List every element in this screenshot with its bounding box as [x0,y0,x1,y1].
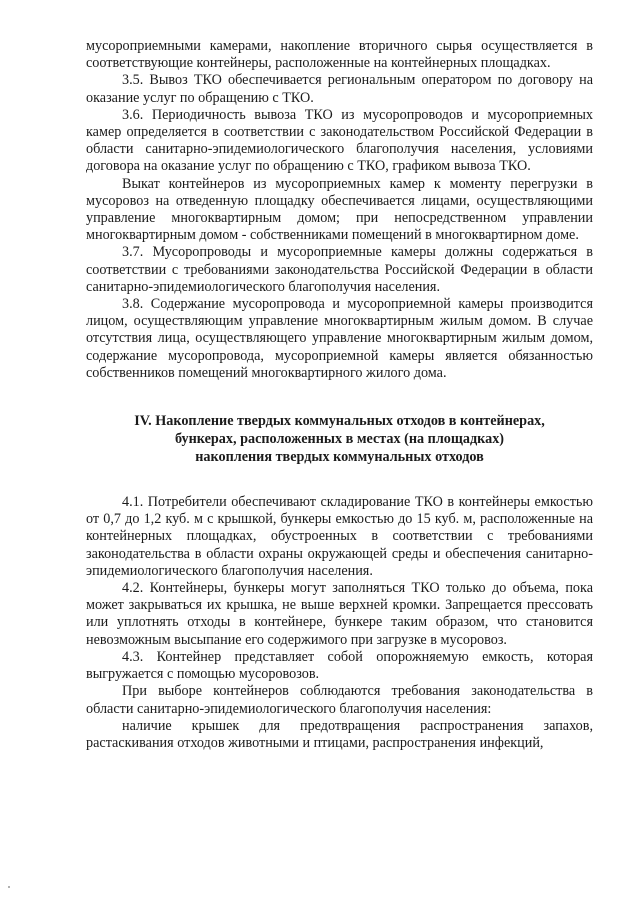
paragraph-3-8: 3.8. Содержание мусоропровода и мусороприемной камеры производится лицом, осуществляющим управление многоквартирным жилым домом. В случае отсутствия лица, осуществляющего управление многоквартирным жилым домом, содержание мусоропровода, мусороприемной камеры является обязанностью собственников помещений многоквартирного жилого дома. [86,296,593,381]
paragraph-4-1: 4.1. Потребители обеспечивают складирование ТКО в контейнеры емкостью от 0,7 до 1,2 куб. м с крышкой, бункеры емкостью до 15 куб. м, расположенные на контейнерных площадках, обустроенных в соответствии с требованиями законодательства в области охраны окружающей среды и обеспечения санитарно-эпидемиологического благополучия населения. [86,494,593,579]
paragraph-container-rollout: Выкат контейнеров из мусороприемных камер к моменту перегрузки в мусоровоз на отведенную площадку обеспечивается лицами, осуществляющими управление многоквартирным домом; при непосредственном управлении многоквартирным домом - собственниками помещений в многоквартирном доме. [86,175,593,244]
scan-speck [8,886,10,888]
paragraph-4-2: 4.2. Контейнеры, бункеры могут заполняться ТКО только до объема, пока может закрываться их крышка, не выше верхней кромки. Запрещается прессовать или уплотнять отходы в контейнере, бункере таким образом, что становится невозможным высыпание его содержимого при загрузке в мусоровоз. [86,580,593,648]
paragraph-3-5: 3.5. Вывоз ТКО обеспечивается региональным оператором по договору на оказание услуг по обращению с ТКО. [86,72,593,106]
paragraph-3-6: 3.6. Периодичность вывоза ТКО из мусоропроводов и мусороприемных камер определяется в соответствии с законодательством Российской Федерации в области санитарно-эпидемиологического благополучия населения, условиями договора на оказание услуг по обращению с ТКО, графиком вывоза ТКО. [86,106,593,175]
paragraph-4-3: 4.3. Контейнер представляет собой опорожняемую емкость, которая выгружается с помощью мусоровозов. [86,648,593,683]
heading-line-2: бункерах, расположенных в местах (на площадках) [174,431,505,448]
heading-line-3: накопления твердых коммунальных отходов [195,449,484,466]
paragraph-continuation: мусороприемными камерами, накопление вторичного сырья осуществляется в соответствующие контейнеры, расположенные на контейнерных площадках. [86,38,593,72]
paragraph-lid-requirement: наличие крышек для предотвращения распространения запахов, растаскивания отходов животными и птицами, распространения инфекций, [86,717,593,751]
heading-line-1: IV. Накопление твердых коммунальных отходов в контейнерах, [134,413,545,430]
document-body [86,38,593,752]
section-heading-iv [86,412,593,466]
paragraph-container-selection: При выборе контейнеров соблюдаются требования законодательства в области санитарно-эпидемиологического благополучия населения: [86,683,593,717]
paragraph-3-7: 3.7. Мусоропроводы и мусороприемные камеры должны содержаться в соответствии с требованиями законодательства Российской Федерации в области санитарно-эпидемиологического благополучия населения. [86,244,593,295]
